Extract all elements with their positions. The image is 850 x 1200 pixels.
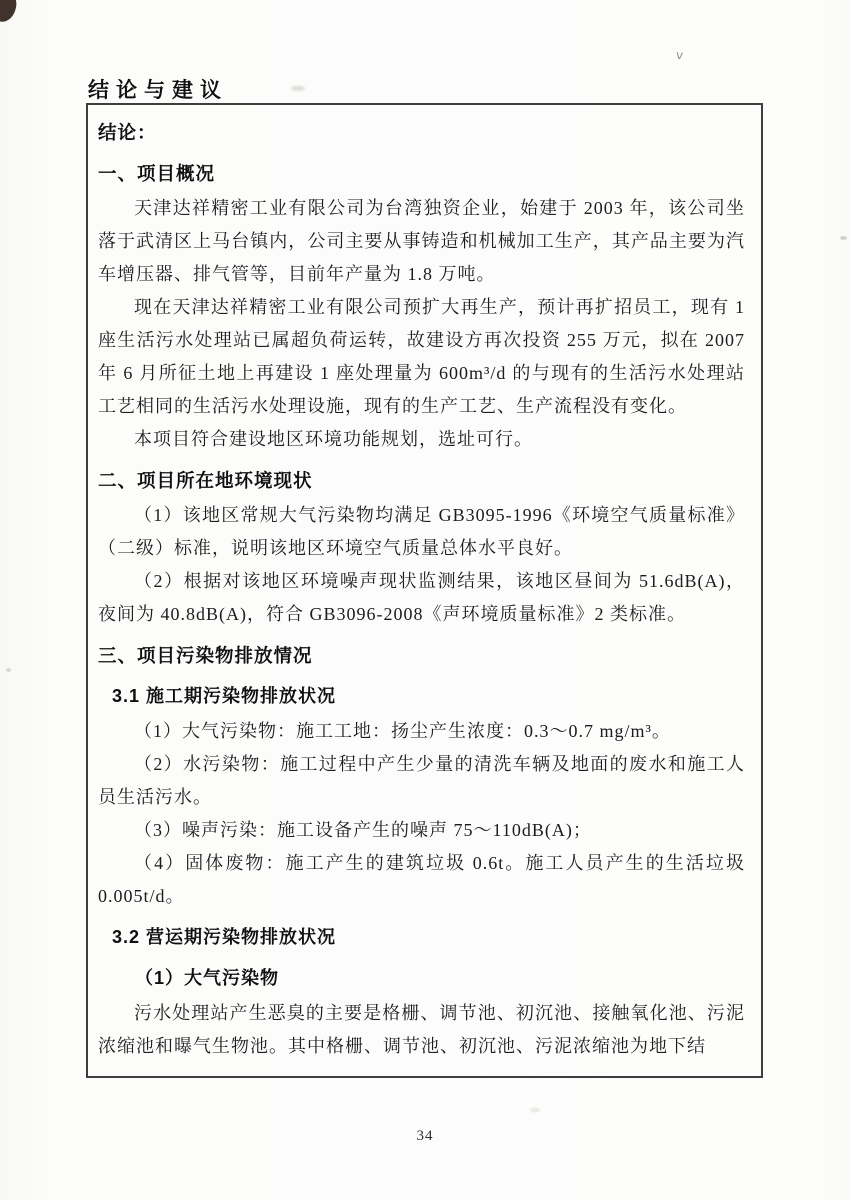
heading-section-2: 二、项目所在地环境现状	[98, 470, 313, 491]
paragraph-site-feasible: 本项目符合建设地区环境功能规划，选址可行。	[134, 429, 533, 449]
heading-conclusion: 结论：	[98, 122, 157, 143]
scan-speck	[530, 1108, 540, 1112]
heading-air-pollutants: （1）大气污染物	[135, 968, 280, 988]
paragraph-solid-waste: （4）固体废物：施工产生的建筑垃圾 0.6t。施工人员产生的生活垃圾 0.005t/d。	[98, 853, 745, 906]
scan-check-mark: v	[675, 47, 684, 63]
paragraph-odor-sources: 污水处理站产生恶臭的主要是格栅、调节池、初沉池、接触氧化池、污泥浓缩池和曝气生物池。其中格栅、调节池、初沉池、污泥浓缩池为地下结	[98, 1003, 745, 1056]
paragraph-expansion-plan: 现在天津达祥精密工业有限公司预扩大再生产，预计再扩招员工，现有 1 座生活污水处理站已属超负荷运转，故建设方再次投资 255 万元，拟在 2007 年 6 月所征土地上再建设 1 座处理量为 600m³/d 的与现有的生活污水处理站工艺相同的生活污水处理设施，现有的生产工艺、生产流程没有变化。	[98, 297, 745, 416]
scan-speck	[291, 86, 305, 91]
scan-smudge-corner	[0, 0, 18, 23]
heading-section-3: 三、项目污染物排放情况	[98, 645, 313, 666]
heading-3-1-construction: 3.1 施工期污染物排放状况	[112, 686, 337, 706]
document-title: 结论与建议	[88, 79, 228, 102]
page-number: 34	[416, 1128, 434, 1144]
paragraph-company-intro: 天津达祥精密工业有限公司为台湾独资企业，始建于 2003 年，该公司坐落于武清区上马台镇内，公司主要从事铸造和机械加工生产，其产品主要为汽车增压器、排气管等，目前年产量为 1.8 万吨。	[98, 198, 745, 284]
paragraph-noise-pollution: （3）噪声污染：施工设备产生的噪声 75～110dB(A)；	[134, 820, 592, 840]
paragraph-noise-status: （2）根据对该地区环境噪声现状监测结果，该地区昼间为 51.6dB(A)，夜间为 40.8dB(A)，符合 GB3096-2008《声环境质量标准》2 类标准。	[98, 571, 745, 624]
conclusion-box	[86, 103, 763, 1078]
paragraph-wastewater: （2）水污染物：施工过程中产生少量的清洗车辆及地面的废水和施工人员生活污水。	[98, 754, 745, 807]
paragraph-air-quality: （1）该地区常规大气污染物均满足 GB3095-1996《环境空气质量标准》（二级）标准，说明该地区环境空气质量总体水平良好。	[98, 505, 745, 558]
scan-speck	[6, 668, 11, 672]
heading-section-1: 一、项目概况	[98, 163, 216, 184]
scan-speck	[840, 236, 847, 240]
heading-3-2-operation: 3.2 营运期污染物排放状况	[112, 927, 337, 947]
paragraph-dust: （1）大气污染物：施工工地：扬尘产生浓度：0.3～0.7 mg/m³。	[134, 721, 671, 741]
